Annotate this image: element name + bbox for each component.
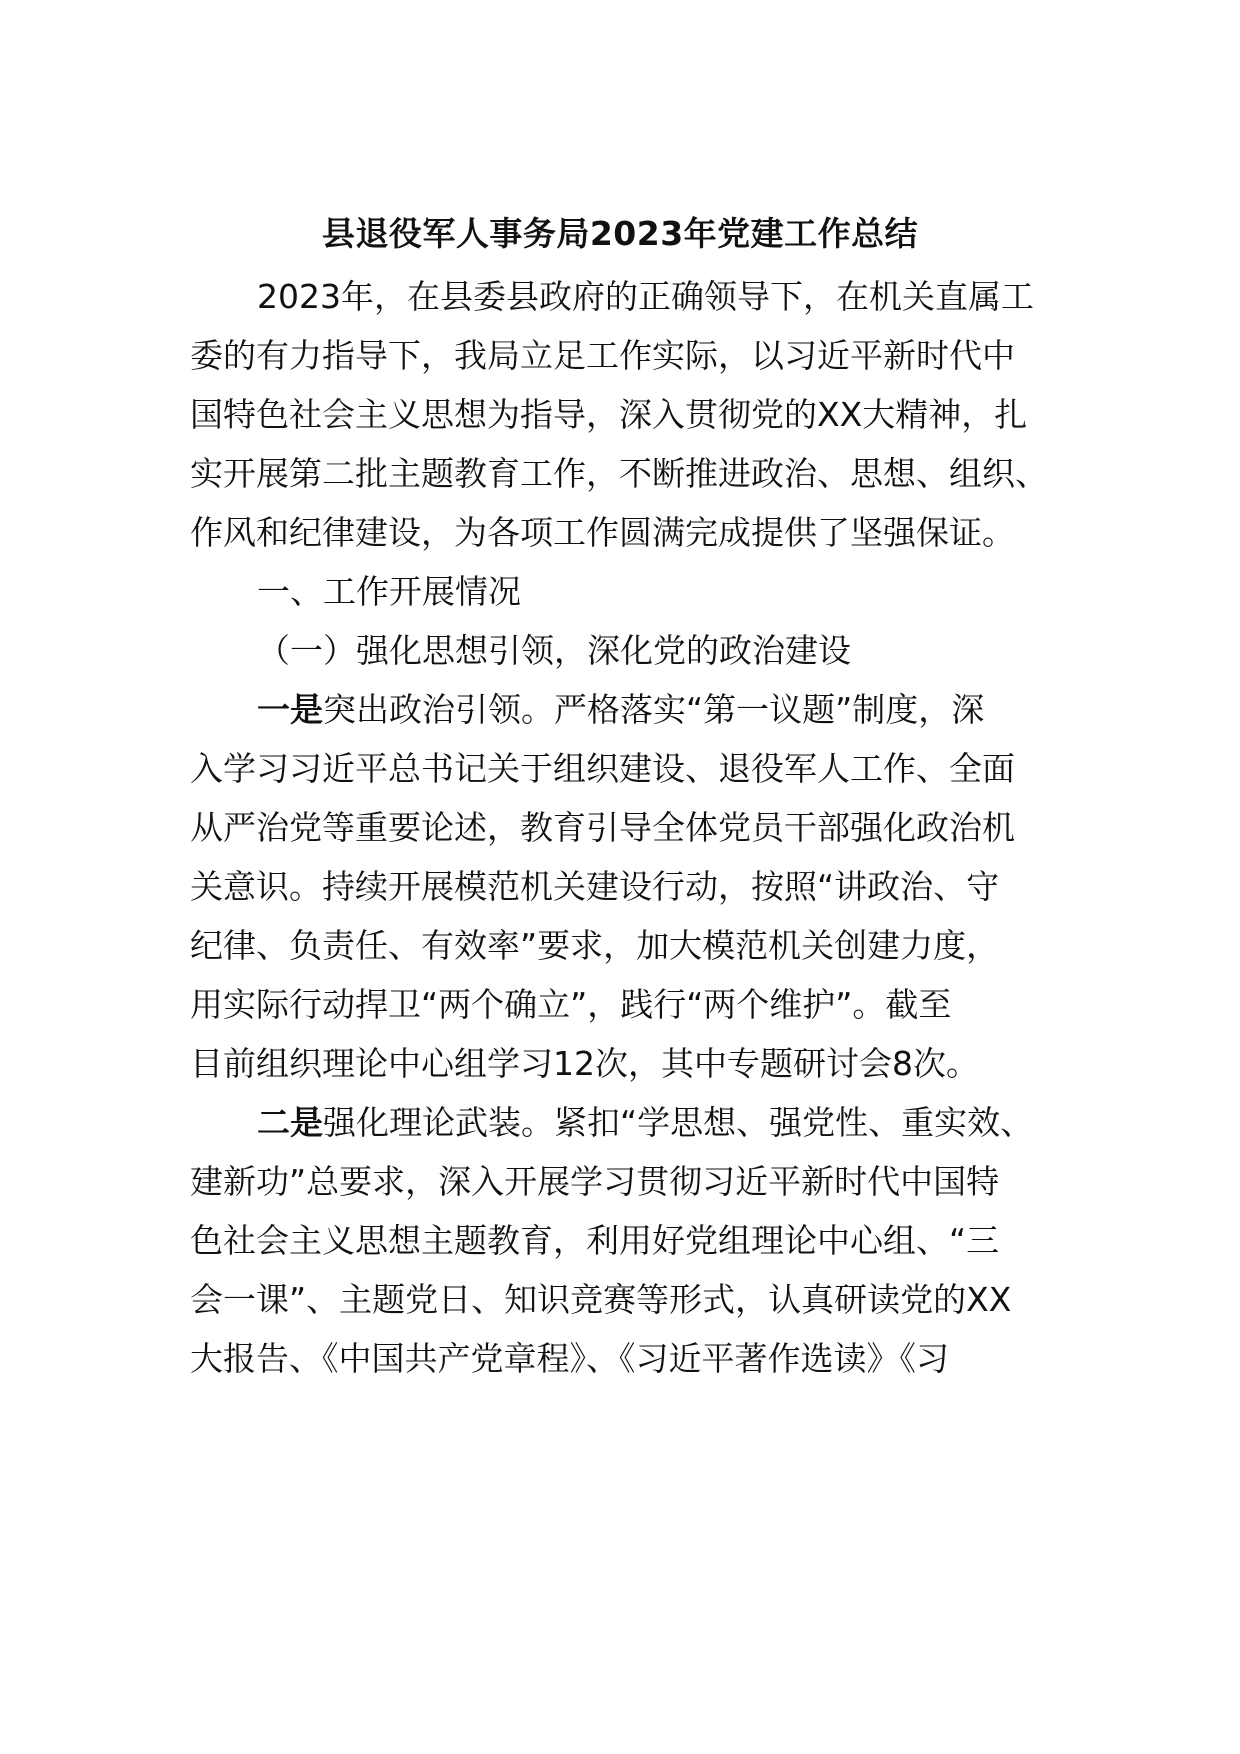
subsection-heading: （一）强化思想引领，深化党的政治建设 xyxy=(257,631,851,670)
document-title: 县退役军人事务局2023年党建工作总结 xyxy=(321,214,919,253)
paragraph-line: 目前组织理论中心组学习12次，其中专题研讨会8次。 xyxy=(190,1044,979,1083)
paragraph-line: 大报告、《中国共产党章程》、《习近平著作选读》《习 xyxy=(190,1339,949,1378)
lead-label: 一是 xyxy=(257,690,323,729)
paragraph-line: 2023年，在县委县政府的正确领导下，在机关直属工 xyxy=(257,277,1034,316)
paragraph-text: 突出政治引领。严格落实“第一议题”制度，深 xyxy=(323,690,985,729)
section-heading: 一、工作开展情况 xyxy=(257,572,521,611)
paragraph-line: 国特色社会主义思想为指导，深入贯彻党的XX大精神，扎 xyxy=(190,395,1028,434)
paragraph-line: 用实际行动捍卫“两个确立”，践行“两个维护”。截至 xyxy=(190,985,952,1024)
paragraph-line: 关意识。持续开展模范机关建设行动，按照“讲政治、守 xyxy=(190,867,1000,906)
paragraph-line xyxy=(257,688,984,732)
paragraph-line xyxy=(257,1101,1033,1145)
paragraph-line: 实开展第二批主题教育工作，不断推进政治、思想、组织、 xyxy=(190,454,1048,493)
paragraph-line: 纪律、负责任、有效率”要求，加大模范机关创建力度， xyxy=(190,926,1000,965)
paragraph-line: 色社会主义思想主题教育，利用好党组理论中心组、“三 xyxy=(190,1221,1000,1260)
paragraph-line: 会一课”、主题党日、知识竞赛等形式，认真研读党的XX xyxy=(190,1280,1012,1319)
paragraph-line: 从严治党等重要论述，教育引导全体党员干部强化政治机 xyxy=(190,808,1015,847)
lead-label: 二是 xyxy=(257,1103,323,1142)
paragraph-text: 强化理论武装。紧扣“学思想、强党性、重实效、 xyxy=(323,1103,1034,1142)
paragraph-line: 委的有力指导下，我局立足工作实际，以习近平新时代中 xyxy=(190,336,1015,375)
paragraph-line: 作风和纪律建设，为各项工作圆满完成提供了坚强保证。 xyxy=(190,513,1015,552)
paragraph-line: 入学习习近平总书记关于组织建设、退役军人工作、全面 xyxy=(190,749,1015,788)
paragraph-line: 建新功”总要求，深入开展学习贯彻习近平新时代中国特 xyxy=(190,1162,1000,1201)
